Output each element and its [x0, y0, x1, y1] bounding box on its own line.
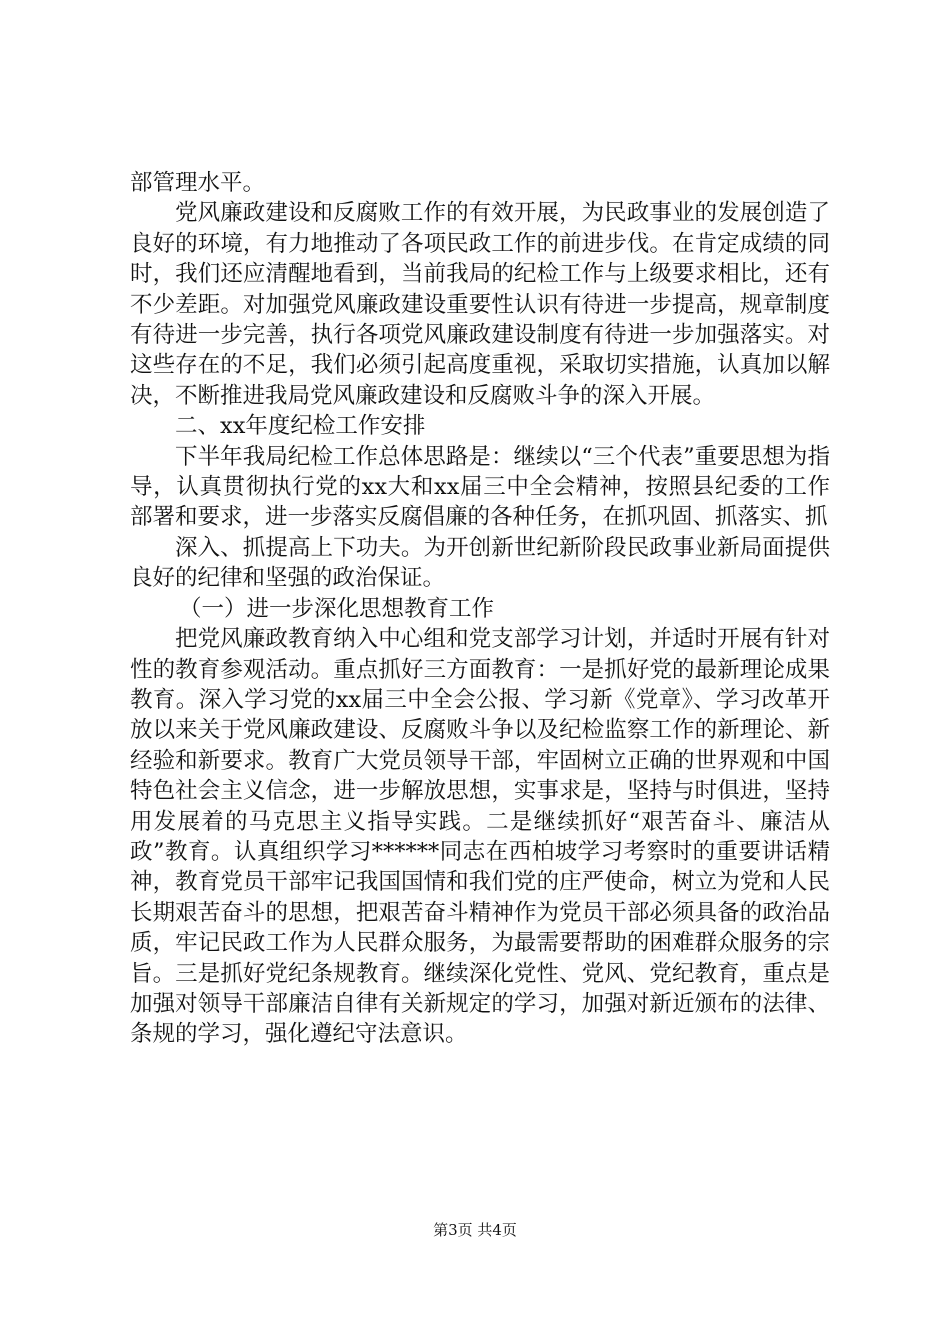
paragraph-achievements-summary: 党风廉政建设和反腐败工作的有效开展，为民政事业的发展创造了良好的环境，有力地推动了各项民政工作的前进步伐。在肯定成绩的同时，我们还应清醒地看到，当前我局的纪检工作与上级要求相比，还有不少差距。对加强党风廉政建设重要性认识有待进一步提高，规章制度有待进一步完善，执行各项党风廉政建设制度有待进一步加强落实。对这些存在的不足，我们必须引起高度重视，采取切实措施，认真加以解决，不断推进我局党风廉政建设和反腐败斗争的深入开展。: [130, 200, 830, 409]
paragraph-overall-approach-cont: 深入、抓提高上下功夫。为开创新世纪新阶段民政事业新局面提供良好的纪律和坚强的政治保证。: [130, 534, 830, 592]
subsection-heading-ideological-education: （一）进一步深化思想教育工作: [179, 595, 495, 622]
section-heading-work-plan: 二、xx年度纪检工作安排: [175, 413, 426, 440]
paragraph-continuation: 部管理水平。: [130, 170, 266, 196]
paragraph-overall-approach: 下半年我局纪检工作总体思路是：继续以“三个代表”重要思想为指导，认真贯彻执行党的xx大和xx届三中全会精神，按照县纪委的工作部署和要求，进一步落实反腐倡廉的各种任务，在抓巩固、抓落实、抓: [130, 443, 830, 531]
paragraph-education-details: 把党风廉政教育纳入中心组和党支部学习计划，并适时开展有针对性的教育参观活动。重点抓好三方面教育：一是抓好党的最新理论成果教育。深入学习党的xx届三中全会公报、学习新《党章》、学习改革开放以来关于党风廉政建设、反腐败斗争以及纪检监察工作的新理论、新经验和新要求。教育广大党员领导干部，牢固树立正确的世界观和中国特色社会主义信念，进一步解放思想，实事求是，坚持与时俱进，坚持用发展着的马克思主义指导实践。二是继续抓好“艰苦奋斗、廉洁从政”教育。认真组织学习******同志在西柏坡学习考察时的重要讲话精神，教育党员干部牢记我国国情和我们党的庄严使命，树立为党和人民长期艰苦奋斗的思想，把艰苦奋斗精神作为党员干部必须具备的政治品质，牢记民政工作为人民群众服务，为最需要帮助的困难群众服务的宗旨。三是抓好党纪条规教育。继续深化党性、党风、党纪教育，重点是加强对领导干部廉洁自律有关新规定的学习，加强对新近颁布的法律、条规的学习，强化遵纪守法意识。: [130, 626, 830, 1048]
document-body: [130, 168, 830, 1050]
page-number-footer: 第3页 共4页: [433, 1221, 517, 1239]
